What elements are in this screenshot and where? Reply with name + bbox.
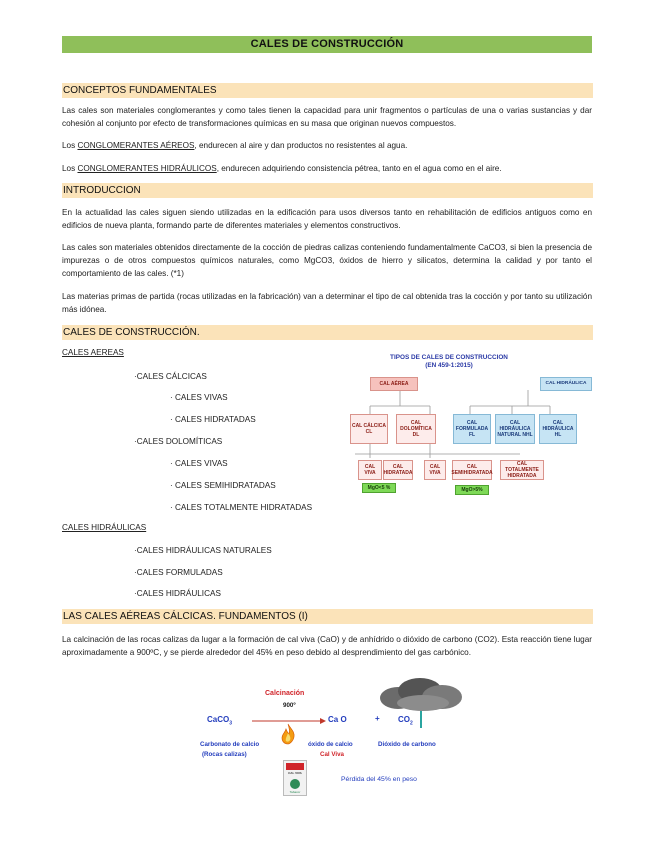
box-cal-semihidratada: CAL SEMIHIDRATADA <box>452 460 492 480</box>
label-calcinacion: Calcinación <box>265 690 305 697</box>
flame-icon <box>279 723 297 745</box>
section-header-cales: CALES DE CONSTRUCCIÓN. <box>62 325 593 340</box>
diagram-subtitle: (EN 459-1:2015) <box>425 362 473 369</box>
list-item-dolomiticas: ·CALES DOLOMÍTICAS <box>134 437 223 446</box>
page-title: CALES DE CONSTRUCCIÓN <box>62 36 592 53</box>
list-item-dolomiticas-total: · CALES TOTALMENTE HIDRATADAS <box>170 503 313 512</box>
paragraph-intro-3: Las materias primas de partida (rocas utilizadas en la fabricación) van a determinar el tipo de cal obtenida tras la cocción y por tanto su utilización más idónea. <box>62 292 592 314</box>
section-header-fundamentos: LAS CALES AÉREAS CÁLCICAS. FUNDAMENTOS (I) <box>62 609 593 624</box>
label-perdida-peso: Pérdida del 45% en peso <box>341 776 417 783</box>
box-cal-hid-natural: CAL HIDRÁULICA NATURAL NHL <box>495 414 535 444</box>
section-header-conceptos: CONCEPTOS FUNDAMENTALES <box>62 83 593 98</box>
box-cal-hidraulica: CAL HIDRÁULICA <box>540 377 592 391</box>
box-cal-hid: CAL HIDRÁULICA HL <box>539 414 577 444</box>
gas-bar-icon <box>418 710 424 728</box>
lime-bag-image: CAL VIVA Tabacor <box>283 760 307 796</box>
label-temperature: 900º <box>283 702 296 709</box>
box-cal-viva: CAL VIVA <box>358 460 382 480</box>
box-cal-calcica: CAL CÁLCICA CL <box>350 414 388 444</box>
subheading-cales-hidraulicas: CALES HIDRÁULICAS <box>62 523 147 532</box>
box-cal-aerea: CAL AÉREA <box>370 377 418 391</box>
paragraph-conceptos-1: Las cales son materiales conglomerantes y como tales tienen la capacidad para unir fragmentos o partículas de una o varias sustancias y dar cohesión al conjunto por efecto de transformaciones químicas en su masa que originan nuevos compuestos. <box>62 106 592 128</box>
reactant-caco3: CaCO$_3$ <box>207 715 233 727</box>
list-item-hid-naturales: ·CALES HIDRÁULICAS NATURALES <box>134 546 272 555</box>
plus-sign: + <box>375 714 380 723</box>
label-oxido-calcio: óxido de calcio <box>308 741 353 748</box>
label-rocas-calizas: (Rocas calizas) <box>202 751 247 758</box>
list-item-dolomiticas-vivas: · CALES VIVAS <box>170 459 228 468</box>
paragraph-intro-2: Las cales son materiales obtenidos directamente de la cocción de piedras calizas conteniendo fundamentalmente CaCO3, si bien la presencia de impurezas o de otros compuestos químicos naturales, como MgCO3, óxidos de hierro y silicatos, determina la calidad y por tanto el comportamiento de las cales. (*1) <box>62 243 592 278</box>
term-conglomerantes-hidraulicos: CONGLOMERANTES HIDRÁULICOS <box>77 164 217 173</box>
section-header-introduccion: INTRODUCCION <box>62 183 593 198</box>
list-item-hid-hidraulicas: ·CALES HIDRÁULICAS <box>134 589 221 598</box>
box-cal-totalmente-hidratada: CAL TOTALMENTE HIDRATADA <box>500 460 544 480</box>
smoke-cloud-icon <box>378 676 466 712</box>
subheading-cales-aereas: CALES AEREAS <box>62 348 124 357</box>
list-item-dolomiticas-semi: · CALES SEMIHIDRATADAS <box>170 481 276 490</box>
paragraph-conceptos-2: Los CONGLOMERANTES AÉREOS, endurecen al aire y dan productos no resistentes al agua. <box>62 141 408 150</box>
box-cal-hidratada: CAL HIDRATADA <box>383 460 413 480</box>
list-item-calcicas-vivas: · CALES VIVAS <box>170 393 228 402</box>
product-co2: $CO_2$ <box>398 715 413 727</box>
box-cal-formulada: CAL FORMULADA FL <box>453 414 491 444</box>
paragraph-conceptos-3: Los CONGLOMERANTES HIDRÁULICOS, endurecen adquiriendo consistencia pétrea, tanto en el agua como en el aire. <box>62 164 502 173</box>
paragraph-fundamentos: La calcinación de las rocas calizas da lugar a la formación de cal viva (CaO) y de anhídrido o dióxido de carbono (CO2). Esta reacción tiene lugar aproximadamente a 900ºC, y se pierde alrededor del 45% en peso debido al desprendimiento del gas carbónico. <box>62 635 592 657</box>
box-cal-viva-dolomitica: CAL VIVA <box>424 460 446 480</box>
label-cal-viva: Cal Viva <box>320 751 344 758</box>
label-dioxido-carbono: Dióxido de carbono <box>378 741 436 748</box>
list-item-calcicas-hidratadas: · CALES HIDRATADAS <box>170 415 256 424</box>
box-cal-dolomitica: CAL DOLOMÍTICA DL <box>396 414 436 444</box>
paragraph-intro-1: En la actualidad las cales siguen siendo utilizadas en la edificación para usos diversos tanto en rehabilitación de edificios antiguos como en edificios de nueva planta, formando parte de diferentes materiales y elementos constructivos. <box>62 208 592 230</box>
term-conglomerantes-aereos: CONGLOMERANTES AÉREOS <box>77 141 195 150</box>
badge-mgo-low: MgO<5 % <box>362 483 396 493</box>
label-carbonato: Carbonato de calcio <box>200 741 260 748</box>
badge-mgo-high: MgO>5% <box>455 485 489 495</box>
diagram-title: TIPOS DE CALES DE CONSTRUCCION <box>390 354 508 361</box>
product-cao: Ca O <box>328 715 347 724</box>
list-item-hid-formuladas: ·CALES FORMULADAS <box>134 568 223 577</box>
list-item-calcicas: ·CALES CÁLCICAS <box>134 372 207 381</box>
